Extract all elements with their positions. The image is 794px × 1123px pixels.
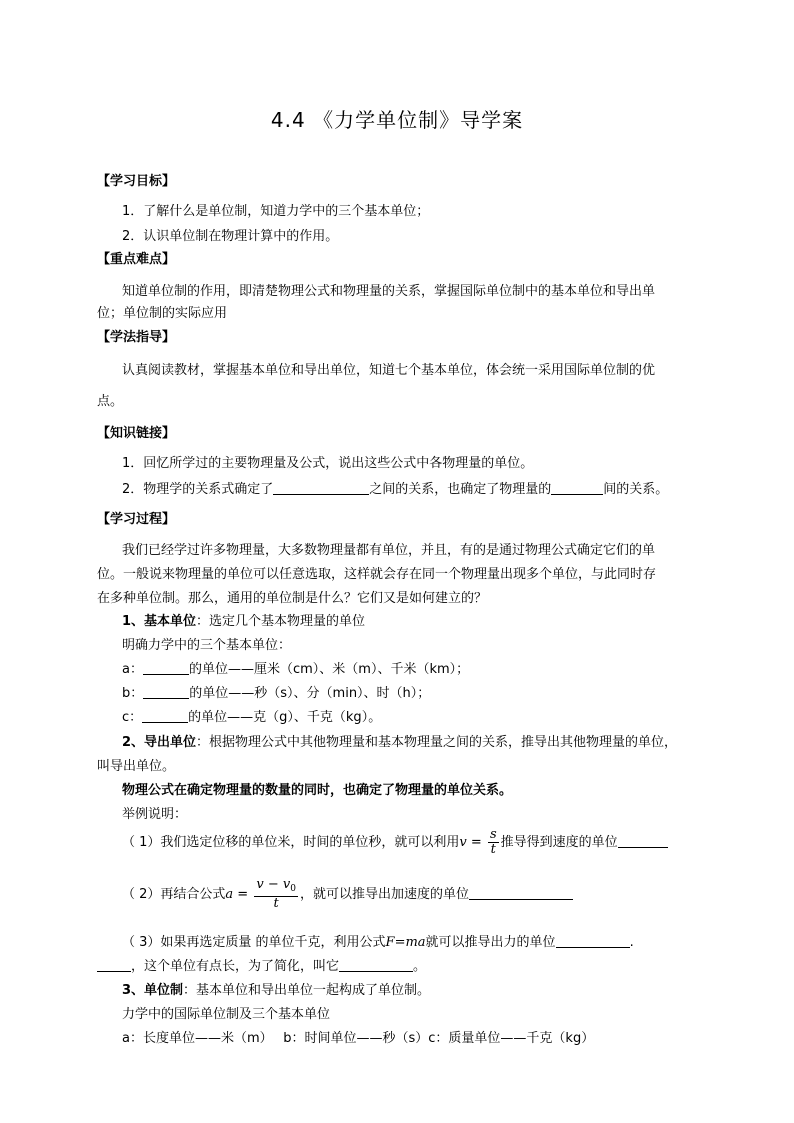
example-2-text-end: ，就可以推导出加速度的单位 — [299, 887, 469, 902]
si-base-units: a：长度单位——米（m） b：时间单位——秒（s）c：质量单位——千克（kg） — [122, 1031, 595, 1046]
links-item-2 — [122, 481, 668, 499]
example-1-text: （ 1）我们选定位移的单位米，时间的单位秒，就可以利用 — [122, 835, 460, 850]
base-unit-c — [122, 709, 381, 727]
fraction-s-over-t — [488, 828, 499, 857]
fill-blank[interactable] — [143, 685, 189, 699]
method-line-1: 认真阅读教材，掌握基本单位和导出单位，知道七个基本单位，体会统一采用国际单位制的优 — [122, 363, 656, 378]
item-text: 的单位——厘米（cm）、米（m）、千米（km）； — [188, 662, 470, 677]
fill-blank[interactable] — [339, 958, 413, 972]
item-text: 的单位——克（g）、千克（kg）。 — [188, 710, 382, 725]
formula-variable: v — [459, 835, 467, 850]
section-heading-key-points: 【重点难点】 — [97, 252, 176, 267]
fraction-numerator: s — [489, 827, 497, 842]
base-unit-line — [122, 613, 365, 631]
fill-blank[interactable] — [97, 958, 131, 972]
process-paragraph-line-3: 在多种单位制。那么，通用的单位制是什么？它们又是如何建立的？ — [97, 591, 488, 606]
numerator-subscript: 0 — [290, 884, 296, 894]
fill-blank[interactable] — [618, 834, 668, 848]
example-1-text-end: 推导得到速度的单位 — [500, 835, 618, 850]
unit-system-line — [122, 982, 430, 1000]
fraction-numerator — [254, 878, 298, 897]
example-2-text: （ 2）再结合公式 — [122, 887, 226, 902]
key-sentence: 物理公式在确定物理量的数量的同时，也确定了物理量的单位关系。 — [122, 783, 513, 798]
fraction-denominator: t — [273, 896, 279, 911]
base-unit-label: 1、基本单位 — [122, 614, 197, 629]
fill-blank[interactable] — [142, 709, 188, 723]
section-heading-goals: 【学习目标】 — [97, 174, 176, 189]
example-3-dot: . — [629, 935, 634, 950]
links-item-2-text-a: 2．物理学的关系式确定了 — [122, 482, 274, 497]
section-heading-links: 【知识链接】 — [97, 426, 176, 441]
base-unit-b — [122, 685, 430, 703]
derived-unit-line-1 — [122, 734, 677, 752]
fill-blank[interactable] — [143, 661, 189, 675]
key-points-line-2: 位；单位制的实际应用 — [97, 306, 228, 321]
example-1 — [122, 826, 668, 860]
formula-variable: a — [225, 887, 234, 902]
example-3-end: 。 — [413, 959, 427, 974]
formula-f-ma: F=ma — [385, 935, 426, 950]
example-2 — [122, 878, 573, 912]
example-3-line-2 — [97, 958, 426, 976]
item-text: 的单位——秒（s）、分（min）、时（h）； — [189, 686, 431, 701]
section-heading-process: 【学习过程】 — [97, 512, 176, 527]
numerator-text: v − v — [256, 877, 291, 892]
si-intro: 力学中的国际单位制及三个基本单位 — [122, 1007, 331, 1022]
key-points-line-1: 知道单位制的作用，即清楚物理公式和物理量的关系，掌握国际单位制中的基本单位和导出单 — [122, 284, 656, 299]
derived-unit-label: 2、导出单位 — [122, 735, 197, 750]
fraction-acceleration — [254, 878, 298, 911]
derived-unit-line-2: 叫导出单位。 — [97, 759, 176, 774]
method-line-2: 点。 — [97, 394, 124, 409]
formula-equals: = — [466, 835, 486, 850]
document-title: 4.4 《力学单位制》导学案 — [270, 108, 524, 132]
links-item-2-text-c: 间的关系。 — [603, 482, 669, 497]
links-item-1: 1．回忆所学过的主要物理量及公式，说出这些公式中各物理量的单位。 — [122, 456, 534, 471]
item-marker: b： — [122, 686, 144, 701]
base-unit-a — [122, 661, 469, 679]
links-item-2-text-b: 之间的关系，也确定了物理量的 — [369, 482, 552, 497]
fill-blank[interactable] — [273, 481, 369, 495]
item-marker: c： — [122, 710, 143, 725]
unit-system-label: 3、单位制 — [122, 983, 184, 998]
item-marker: a： — [122, 662, 143, 677]
base-units-intro: 明确力学中的三个基本单位： — [122, 638, 292, 653]
base-unit-text: ：选定几个基本物理量的单位 — [196, 614, 366, 629]
example-3-line-1 — [122, 934, 634, 952]
fill-blank[interactable] — [556, 934, 630, 948]
formula-equals: = — [233, 887, 253, 902]
process-paragraph-line-1: 我们已经学过许多物理量，大多数物理量都有单位，并且，有的是通过物理公式确定它们的单 — [122, 543, 656, 558]
goal-item-1: 1．了解什么是单位制，知道力学中的三个基本单位； — [122, 204, 430, 219]
fraction-denominator: t — [490, 842, 496, 857]
example-3-text-2: ，这个单位有点长，为了简化，叫它 — [131, 959, 340, 974]
process-paragraph-line-2: 位。一般说来物理量的单位可以任意选取，这样就会存在同一个物理量出现多个单位，与此同时存 — [97, 567, 657, 582]
section-heading-method: 【学法指导】 — [97, 330, 176, 345]
example-heading: 举例说明： — [122, 807, 188, 822]
fill-blank[interactable] — [551, 481, 603, 495]
goal-item-2: 2．认识单位制在物理计算中的作用。 — [122, 229, 339, 244]
unit-system-text: ：基本单位和导出单位一起构成了单位制。 — [183, 983, 431, 998]
example-3-text-mid: 就可以推导出力的单位 — [425, 935, 556, 950]
example-3-text: （ 3）如果再选定质量 的单位千克，利用公式 — [122, 935, 386, 950]
derived-unit-text: ：根据物理公式中其他物理量和基本物理量之间的关系，推导出其他物理量的单位， — [196, 735, 678, 750]
fill-blank[interactable] — [469, 886, 573, 900]
